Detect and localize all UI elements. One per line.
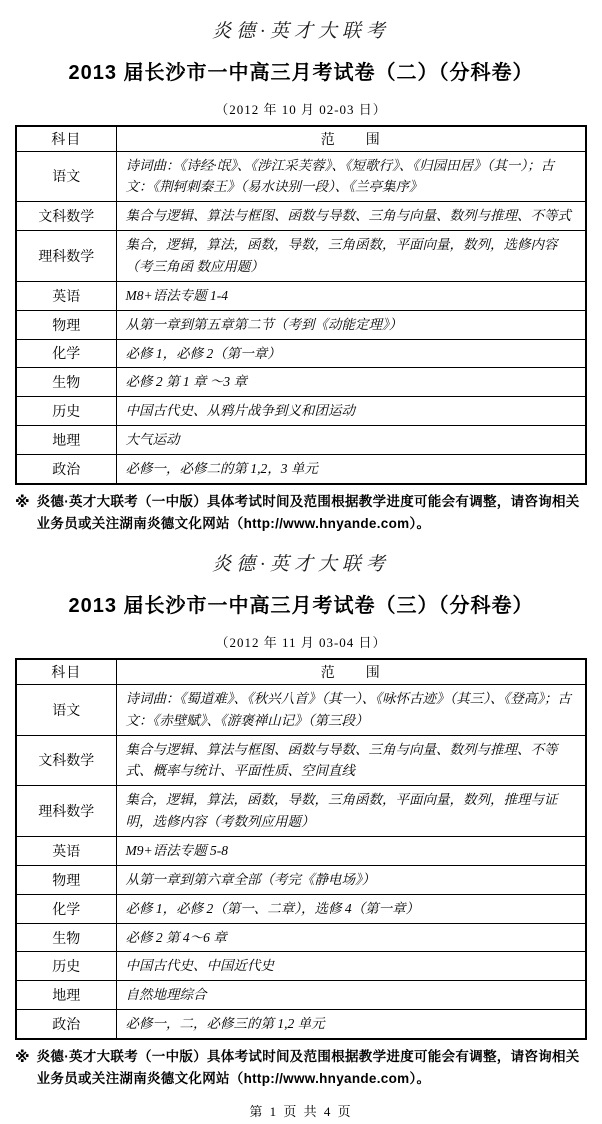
subject-cell: 语文: [16, 684, 116, 735]
brand-title: 炎德·英才大联考: [212, 21, 390, 42]
scope-cell: 中国古代史、从鸦片战争到义和团运动: [116, 397, 586, 426]
exam-scope-table: [15, 658, 587, 1040]
table-row: [16, 1010, 586, 1039]
scope-cell: 集合与逻辑、算法与框图、函数与导数、三角与向量、数列与推理、不等式、概率与统计、平面性质、空间直线: [116, 735, 586, 786]
table-row: [16, 894, 586, 923]
note-text: 炎德·英才大联考（一中版）具体考试时间及范围根据教学进度可能会有调整，请咨询相关业务员或关注湖南炎德文化网站（http://www.hnyande.com）。: [36, 1049, 580, 1087]
subject-cell: 语文: [16, 151, 116, 202]
table-row: [16, 684, 586, 735]
subject-cell: 理科数学: [16, 231, 116, 282]
scope-cell: 诗词曲：《诗经·氓》、《涉江采芙蓉》、《短歌行》、《归园田居》（其一）；古文：《荆轲刺秦王》（易水诀别一段）、《兰亭集序》: [116, 151, 586, 202]
subject-cell: 生物: [16, 368, 116, 397]
table-row: [16, 923, 586, 952]
subject-cell: 英语: [16, 281, 116, 310]
page-number: 第 1 页 共 4 页: [249, 1103, 353, 1119]
scope-cell: 诗词曲：《蜀道难》、《秋兴八首》（其一）、《咏怀古迹》（其三）、《登高》；古文：《赤壁赋》、《游褒禅山记》（第三段）: [116, 684, 586, 735]
brand-title: 炎德·英才大联考: [212, 554, 390, 576]
scope-column-header: 范 围: [116, 126, 586, 151]
scope-cell: 从第一章到第六章全部（考完《静电场》）: [116, 865, 586, 894]
exam-section-3: [15, 545, 587, 1100]
table-row: [16, 735, 586, 786]
subject-column-header: 科目: [16, 126, 116, 151]
note-marker: ※: [15, 1049, 30, 1067]
exam-date: （2012 年 10 月 02-03 日）: [215, 102, 387, 117]
subject-cell: 政治: [16, 454, 116, 483]
scope-cell: 必修 2 第 4～6 章: [116, 923, 586, 952]
table-row: [16, 368, 586, 397]
table-row: [16, 397, 586, 426]
note-text: 炎德·英才大联考（一中版）具体考试时间及范围根据教学进度可能会有调整，请咨询相关业务员或关注湖南炎德文化网站（http://www.hnyande.com）。: [36, 493, 580, 532]
subject-cell: 地理: [16, 426, 116, 455]
subject-cell: 文科数学: [16, 202, 116, 231]
table-row: [16, 426, 586, 455]
scope-cell: 必修一，必修二的第 1,2，3 单元: [116, 454, 586, 483]
table-header-row: [16, 126, 586, 151]
adjustment-note: [15, 1046, 587, 1091]
scope-cell: M8+语法专题 1-4: [116, 281, 586, 310]
subject-cell: 文科数学: [16, 735, 116, 786]
scope-cell: 从第一章到第五章第二节（考到《动能定理》）: [116, 310, 586, 339]
subject-cell: 物理: [16, 310, 116, 339]
scope-cell: 集合，逻辑，算法，函数，导数，三角函数，平面向量，数列，选修内容（考三角函 数应用题）: [116, 231, 586, 282]
subject-cell: 理科数学: [16, 786, 116, 837]
scope-cell: 必修 1，必修 2（第一章）: [116, 339, 586, 368]
exam-date: （2012 年 11 月 03-04 日）: [215, 635, 387, 651]
subject-cell: 化学: [16, 339, 116, 368]
table-row: [16, 151, 586, 202]
scope-cell: 必修 1，必修 2（第一、二章），选修 4（第一章）: [116, 894, 586, 923]
scope-cell: 集合，逻辑，算法，函数，导数，三角函数，平面向量，数列，推理与证明，选修内容（考数列应用题）: [116, 786, 586, 837]
exam-title: 2013 届长沙市一中高三月考试卷（二）（分科卷）: [68, 62, 534, 84]
subject-cell: 生物: [16, 923, 116, 952]
subject-cell: 历史: [16, 952, 116, 981]
scope-cell: 必修一，二，必修三的第 1,2 单元: [116, 1010, 586, 1039]
table-row: [16, 202, 586, 231]
table-row: [16, 837, 586, 866]
scope-cell: M9+语法专题 5-8: [116, 837, 586, 866]
scope-cell: 必修 2 第 1 章 ～3 章: [116, 368, 586, 397]
scope-cell: 自然地理综合: [116, 981, 586, 1010]
subject-cell: 化学: [16, 894, 116, 923]
scope-cell: 大气运动: [116, 426, 586, 455]
subject-cell: 物理: [16, 865, 116, 894]
table-row: [16, 339, 586, 368]
subject-cell: 英语: [16, 837, 116, 866]
exam-scope-table: [15, 125, 587, 485]
subject-column-header: 科目: [16, 659, 116, 684]
subject-cell: 历史: [16, 397, 116, 426]
table-row: [16, 454, 586, 483]
table-row: [16, 310, 586, 339]
table-row: [16, 231, 586, 282]
subject-cell: 政治: [16, 1010, 116, 1039]
scope-cell: 集合与逻辑、算法与框图、函数与导数、三角与向量、数列与推理、不等式: [116, 202, 586, 231]
subject-cell: 地理: [16, 981, 116, 1010]
table-row: [16, 981, 586, 1010]
table-header-row: [16, 659, 586, 684]
note-marker: ※: [15, 493, 30, 511]
table-row: [16, 786, 586, 837]
table-row: [16, 281, 586, 310]
scope-cell: 中国古代史、中国近代史: [116, 952, 586, 981]
exam-title: 2013 届长沙市一中高三月考试卷（三）（分科卷）: [68, 595, 534, 618]
scope-column-header: 范 围: [116, 659, 586, 684]
table-row: [16, 952, 586, 981]
exam-section-2: [15, 12, 587, 545]
table-row: [16, 865, 586, 894]
adjustment-note: [15, 491, 587, 536]
